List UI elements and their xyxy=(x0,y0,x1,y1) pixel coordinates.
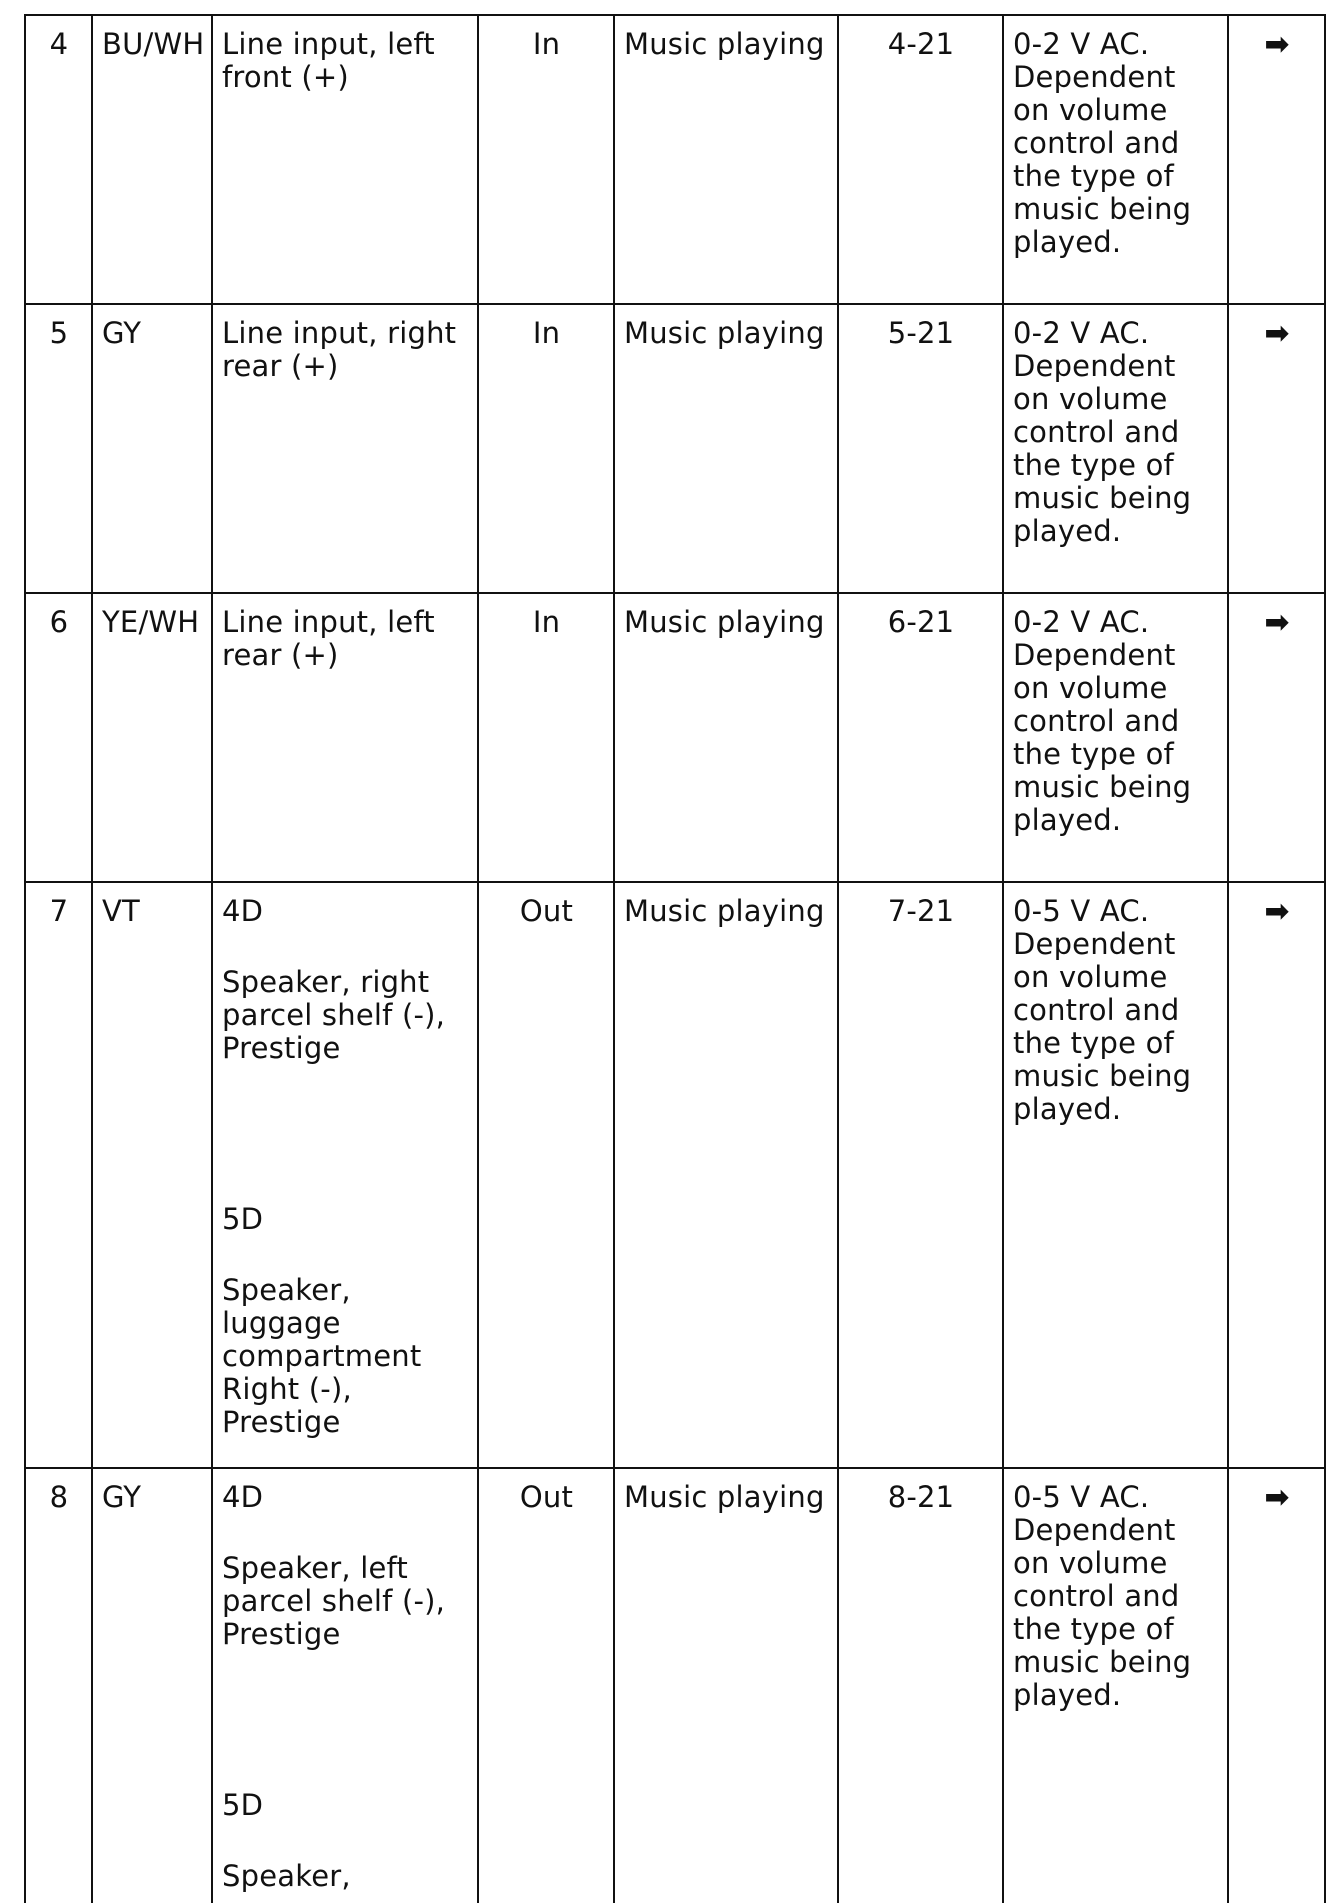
pin-number-cell: 5 xyxy=(25,304,92,593)
condition-cell: Music playing xyxy=(614,1468,838,1903)
variant-label: 4D xyxy=(222,1480,264,1514)
description-text: Speaker, xyxy=(222,1859,351,1893)
description-text: Speaker, left parcel shelf (-), Prestige xyxy=(222,1551,446,1651)
direction-cell: Out xyxy=(478,882,614,1468)
direction-cell: In xyxy=(478,304,614,593)
table-row xyxy=(25,593,1325,882)
condition-cell: Music playing xyxy=(614,882,838,1468)
link-cell[interactable] xyxy=(1228,882,1325,1468)
wire-color-cell: BU/WH xyxy=(92,15,212,304)
description-cell xyxy=(212,882,478,1468)
arrow-right-icon[interactable]: ➡ xyxy=(1264,316,1290,351)
nominal-value-cell: 0-5 V AC. Dependent on volume control and the type of music being played. xyxy=(1003,1468,1228,1903)
direction-cell: In xyxy=(478,593,614,882)
condition-cell: Music playing xyxy=(614,304,838,593)
variant-label: 5D xyxy=(222,1788,264,1822)
table-row xyxy=(25,304,1325,593)
table-row xyxy=(25,1468,1325,1903)
description-cell xyxy=(212,304,478,593)
link-cell[interactable] xyxy=(1228,593,1325,882)
link-cell[interactable] xyxy=(1228,1468,1325,1903)
wire-color-cell: VT xyxy=(92,882,212,1468)
description-text: Speaker, right parcel shelf (-), Prestige xyxy=(222,965,446,1065)
link-cell[interactable] xyxy=(1228,15,1325,304)
variant-label: 4D xyxy=(222,894,264,928)
nominal-value-cell: 0-2 V AC. Dependent on volume control and the type of music being played. xyxy=(1003,593,1228,882)
condition-cell: Music playing xyxy=(614,15,838,304)
wire-color-cell: GY xyxy=(92,1468,212,1903)
wire-color-cell: GY xyxy=(92,304,212,593)
nominal-value-cell: 0-2 V AC. Dependent on volume control and the type of music being played. xyxy=(1003,15,1228,304)
link-cell[interactable] xyxy=(1228,304,1325,593)
arrow-right-icon[interactable]: ➡ xyxy=(1264,605,1290,640)
table-row xyxy=(25,882,1325,1468)
description-text: Line input, right rear (+) xyxy=(222,316,457,383)
description-cell xyxy=(212,593,478,882)
pin-number-cell: 7 xyxy=(25,882,92,1468)
description-text: Line input, left front (+) xyxy=(222,27,435,94)
variant-label: 5D xyxy=(222,1202,264,1236)
measure-points-cell: 5-21 xyxy=(838,304,1003,593)
nominal-value-cell: 0-5 V AC. Dependent on volume control and the type of music being played. xyxy=(1003,882,1228,1468)
connector-pin-table xyxy=(24,14,1326,1903)
description-cell xyxy=(212,15,478,304)
pin-number-cell: 8 xyxy=(25,1468,92,1903)
measure-points-cell: 6-21 xyxy=(838,593,1003,882)
pin-table-page xyxy=(24,14,1294,1903)
measure-points-cell: 4-21 xyxy=(838,15,1003,304)
description-text: Speaker, luggage compartment Right (-), Prestige xyxy=(222,1273,422,1439)
arrow-right-icon[interactable]: ➡ xyxy=(1264,894,1290,929)
measure-points-cell: 7-21 xyxy=(838,882,1003,1468)
nominal-value-cell: 0-2 V AC. Dependent on volume control and the type of music being played. xyxy=(1003,304,1228,593)
measure-points-cell: 8-21 xyxy=(838,1468,1003,1903)
table-row xyxy=(25,15,1325,304)
direction-cell: In xyxy=(478,15,614,304)
arrow-right-icon[interactable]: ➡ xyxy=(1264,1480,1290,1515)
description-text: Line input, left rear (+) xyxy=(222,605,435,672)
arrow-right-icon[interactable]: ➡ xyxy=(1264,27,1290,62)
condition-cell: Music playing xyxy=(614,593,838,882)
wire-color-cell: YE/WH xyxy=(92,593,212,882)
description-cell xyxy=(212,1468,478,1903)
direction-cell: Out xyxy=(478,1468,614,1903)
pin-number-cell: 4 xyxy=(25,15,92,304)
pin-number-cell: 6 xyxy=(25,593,92,882)
